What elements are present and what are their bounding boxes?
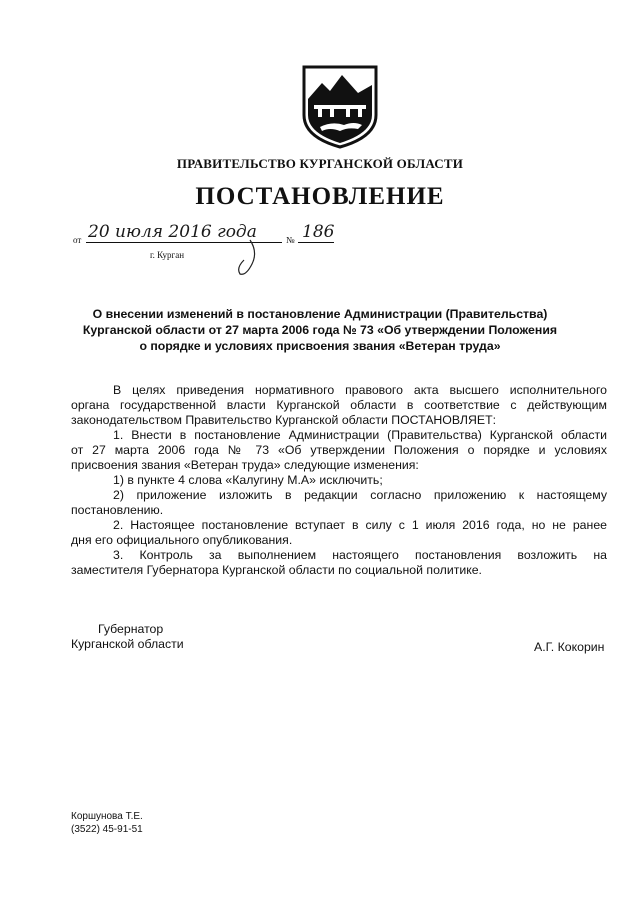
title-line: о порядке и условиях присвоения звания «Ветеран труда»	[139, 339, 501, 353]
paragraph-1-line-2: органа государственной власти Курганской области в соответствие с действующим	[71, 398, 607, 412]
paragraph-1-line-1: В целях приведения нормативного правового акта высшего исполнительного	[113, 383, 607, 397]
date-prefix: от	[73, 235, 82, 245]
paragraph-3-line-1: 2. Настоящее постановление вступает в силу с 1 июля 2016 года, но не ранее	[113, 518, 607, 532]
signatory-position-line-1: Губернатор	[98, 622, 164, 636]
date-handwritten: 20 июля 2016 года	[88, 222, 257, 242]
title-line: О внесении изменений в постановление Администрации (Правительства)	[92, 307, 548, 321]
title-line: Курганской области от 27 марта 2006 года № 73 «Об утверждении Положения	[82, 323, 558, 337]
item-1-line: 1) в пункте 4 слова «Калугину М.А» исключить;	[113, 473, 383, 487]
signatory-position-line-2: Курганской области	[71, 637, 184, 651]
city-label: г. Курган	[150, 250, 185, 260]
executor-phone: (3522) 45-91-51	[71, 824, 143, 835]
number-underline	[298, 242, 334, 243]
item-2-line-2: постановлению.	[71, 503, 164, 517]
government-name: ПРАВИТЕЛЬСТВО КУРГАНСКОЙ ОБЛАСТИ	[176, 156, 464, 171]
signatory-name: А.Г. Кокорин	[534, 640, 605, 654]
paragraph-2-line-2: от 27 марта 2006 года № 73 «Об утверждении Положения о порядке и условиях	[71, 443, 607, 457]
paragraph-2-line-3: присвоения звания «Ветеран труда» следующие изменения:	[71, 458, 419, 472]
paragraph-4-line-2: заместителя Губернатора Курганской области по социальной политике.	[71, 563, 482, 577]
number-prefix: №	[286, 235, 295, 245]
paragraph-4-line-1: 3. Контроль за выполнением настоящего постановления возложить на	[113, 548, 607, 562]
paragraph-1-line-3: законодательством Правительство Курганской области ПОСТАНОВЛЯЕТ:	[71, 413, 497, 427]
item-2-line-1: 2) приложение изложить в редакции согласно приложению к настоящему	[113, 488, 607, 502]
executor-name: Коршунова Т.Е.	[71, 811, 143, 822]
document-type-heading: ПОСТАНОВЛЕНИЕ	[195, 183, 445, 210]
coat-of-arms-emblem	[300, 63, 380, 151]
signature-flourish	[228, 238, 262, 280]
document-title	[60, 306, 580, 354]
paragraph-3-line-2: дня его официального опубликования.	[71, 533, 293, 547]
number-handwritten: 186	[302, 222, 335, 242]
paragraph-2-line-1: 1. Внести в постановление Администрации (Правительства) Курганской области	[113, 428, 607, 442]
